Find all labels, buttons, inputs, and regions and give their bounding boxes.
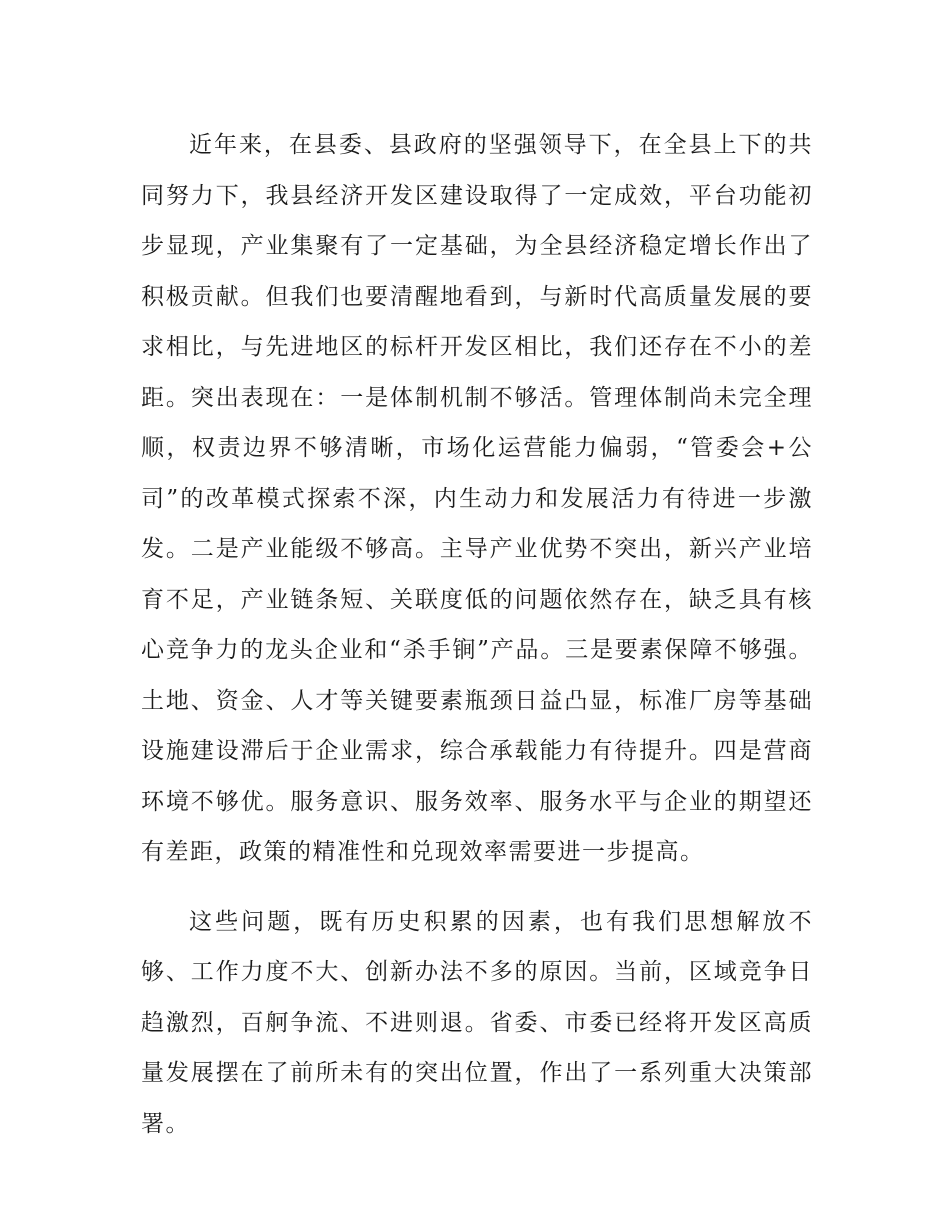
paragraph-problems: 近年来，在县委、县政府的坚强领导下，在全县上下的共同努力下，我县经济开发区建设取得了一定成效，平台功能初步显现，产业集聚有了一定基础，为全县经济稳定增长作出了积极贡献。但我们也要清醒地看到，与新时代高质量发展的要求相比，与先进地区的标杆开发区相比，我们还存在不小的差距。突出表现在：一是体制机制不够活。管理体制尚未完全理顺，权责边界不够清晰，市场化运营能力偏弱，“管委会+公司”的改革模式探索不深，内生动力和发展活力有待进一步激发。二是产业能级不够高。主导产业优势不突出，新兴产业培育不足，产业链条短、关联度低的问题依然存在，缺乏具有核心竞争力的龙头企业和“杀手锏”产品。三是要素保障不够强。土地、资金、人才等关键要素瓶颈日益凸显，标准厂房等基础设施建设滞后于企业需求，综合承载能力有待提升。四是营商环境不够优。服务意识、服务效率、服务水平与企业的期望还有差距，政策的精准性和兑现效率需要进一步提高。 [141, 132, 813, 865]
paragraph-causes: 这些问题，既有历史积累的因素，也有我们思想解放不够、工作力度不大、创新办法不多的原因。当前，区域竞争日趋激烈，百舸争流、不进则退。省委、市委已经将开发区高质量发展摆在了前所未有的突出位置，作出了一系列重大决策部署。 [141, 908, 813, 1137]
document-body [141, 120, 813, 1149]
